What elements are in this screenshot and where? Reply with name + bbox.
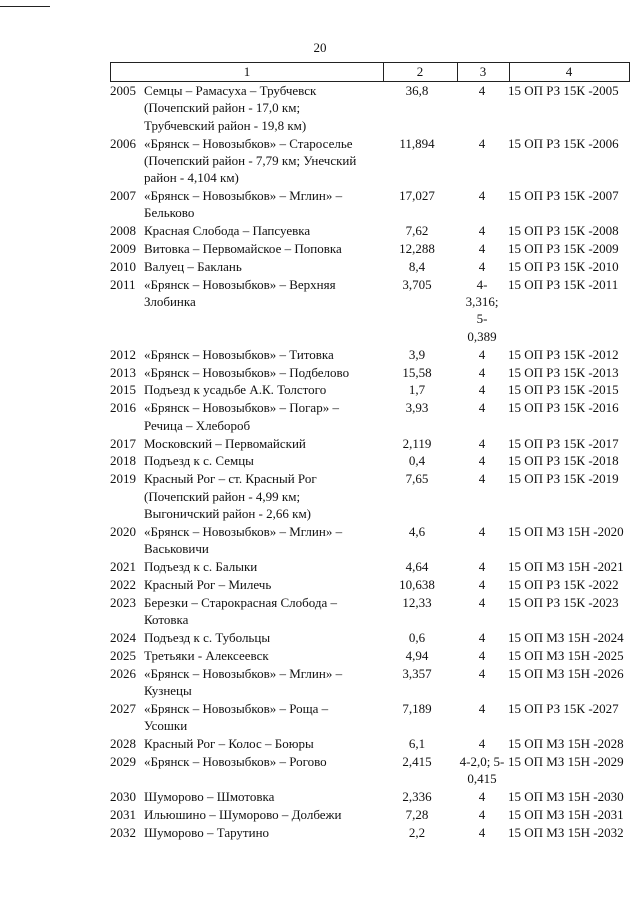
table-row (110, 276, 628, 346)
road-category-line: 4 (478, 241, 486, 257)
road-category (456, 594, 508, 611)
road-name-line: «Брянск – Новозыбков» – Роща – (144, 700, 329, 716)
road-name-line: Красная Слобода – Папсуевка (144, 223, 311, 239)
table-row (110, 364, 628, 382)
road-category (456, 381, 508, 398)
road-name (144, 629, 382, 646)
road-length: 7,65 (405, 471, 429, 487)
road-name-line: Трубчевский район - 19,8 км) (144, 117, 307, 133)
road-code: 15 ОП МЗ 15Н -2020 (508, 523, 624, 539)
road-length: 12,33 (402, 594, 432, 610)
road-category-line: 4 (478, 382, 486, 398)
road-length: 6,1 (408, 736, 426, 752)
road-category-line: 3,316; (465, 294, 499, 310)
table-row (110, 470, 628, 523)
road-length: 0,4 (408, 453, 426, 469)
road-code: 15 ОП МЗ 15Н -2031 (508, 807, 624, 823)
road-code: 15 ОП РЗ 15К -2005 (508, 83, 619, 98)
table-header (110, 62, 630, 82)
road-name (144, 576, 382, 593)
road-name (144, 647, 382, 664)
road-name (144, 806, 382, 823)
road-category-line: 4 (478, 558, 486, 574)
road-name-line: Третьяки - Алексеевск (144, 647, 269, 663)
road-number: 2022 (110, 576, 136, 592)
road-name (144, 735, 382, 752)
header-col-2: 2 (416, 64, 424, 79)
road-length: 15,58 (402, 364, 432, 380)
table-row (110, 240, 628, 258)
road-category (456, 735, 508, 752)
road-category (456, 647, 508, 664)
road-name-line: Шуморово – Тарутино (144, 824, 270, 840)
road-number: 2019 (110, 471, 136, 487)
road-name-line: Подъезд к с. Семцы (144, 453, 254, 469)
road-category (456, 364, 508, 381)
road-length: 1,7 (408, 382, 426, 398)
road-length: 4,6 (408, 523, 426, 539)
road-category (456, 576, 508, 593)
road-code: 15 ОП РЗ 15К -2011 (508, 276, 619, 292)
road-name-line: «Брянск – Новозыбков» – Рогово (144, 754, 327, 769)
table-row (110, 381, 628, 399)
table-row (110, 258, 628, 276)
road-code: 15 ОП РЗ 15К -2009 (508, 241, 619, 257)
table-row (110, 647, 628, 665)
road-number: 2012 (110, 346, 136, 362)
road-number: 2006 (110, 135, 136, 151)
table-row (110, 788, 628, 806)
road-name-line: Московский – Первомайский (144, 435, 306, 451)
road-name (144, 82, 382, 134)
road-name (144, 753, 382, 770)
road-category-line: 4 (478, 223, 486, 239)
road-number: 2029 (110, 754, 136, 769)
road-code: 15 ОП РЗ 15К -2007 (508, 188, 619, 203)
road-number: 2027 (110, 700, 136, 716)
road-name (144, 399, 382, 434)
road-length: 12,288 (399, 241, 435, 257)
road-name-line: Подъезд к с. Тубольцы (144, 629, 271, 645)
road-number: 2026 (110, 665, 136, 681)
road-name-line: Злобинка (144, 294, 196, 310)
road-name-line: Валуец – Баклань (144, 258, 242, 274)
road-category-line: 4 (478, 594, 486, 610)
road-name-line: Котовка (144, 612, 189, 628)
road-category (456, 806, 508, 823)
road-number: 2032 (110, 824, 136, 840)
road-length: 3,705 (402, 276, 432, 292)
road-code: 15 ОП РЗ 15К -2027 (508, 700, 619, 716)
road-category-line: 4 (478, 736, 486, 752)
top-rule (0, 6, 50, 7)
road-code: 15 ОП РЗ 15К -2023 (508, 594, 619, 610)
road-length: 4,64 (405, 558, 429, 574)
road-code: 15 ОП РЗ 15К -2010 (508, 258, 619, 274)
table-row (110, 594, 628, 629)
road-code: 15 ОП РЗ 15К -2013 (508, 364, 619, 380)
table-row (110, 558, 628, 576)
road-category (456, 240, 508, 257)
road-category (456, 435, 508, 452)
header-col-3: 3 (479, 64, 487, 79)
road-category (456, 187, 508, 204)
road-category-line: 4 (478, 576, 486, 592)
road-category-line: 4 (478, 629, 486, 645)
road-name-line: «Брянск – Новозыбков» – Погар» – (144, 400, 339, 416)
road-name-line: Березки – Старокрасная Слобода – (144, 594, 338, 610)
road-length: 4,94 (405, 647, 429, 663)
road-name (144, 135, 382, 187)
road-name-line: (Почепский район - 4,99 км; (144, 488, 301, 504)
road-code: 15 ОП РЗ 15К -2008 (508, 223, 619, 239)
road-name (144, 222, 382, 239)
road-code: 15 ОП МЗ 15Н -2030 (508, 789, 624, 805)
road-number: 2010 (110, 258, 136, 274)
table-row (110, 187, 628, 222)
road-name-line: (Почепский район - 7,79 км; Унечский (144, 152, 357, 168)
table-row (110, 82, 628, 135)
road-name (144, 700, 382, 735)
road-number: 2031 (110, 807, 136, 823)
road-category-line: 4 (478, 700, 486, 716)
road-name (144, 824, 382, 841)
road-number: 2009 (110, 241, 136, 257)
road-name-line: (Почепский район - 17,0 км; (144, 100, 301, 116)
road-category (456, 135, 508, 152)
road-category-line: 4 (478, 135, 486, 151)
road-category-line: 4 (478, 523, 486, 539)
road-name (144, 665, 382, 700)
road-category (456, 700, 508, 717)
table-row (110, 700, 628, 735)
road-name-line: Красный Рог – ст. Красный Рог (144, 471, 317, 487)
road-number: 2008 (110, 223, 136, 239)
table-row (110, 452, 628, 470)
road-code: 15 ОП МЗ 15Н -2021 (508, 558, 624, 574)
road-length: 7,189 (402, 700, 432, 716)
road-length: 2,336 (402, 789, 432, 805)
road-name-line: «Брянск – Новозыбков» – Мглин» – (144, 523, 343, 539)
road-category (456, 629, 508, 646)
road-name (144, 187, 382, 222)
table-row (110, 665, 628, 700)
table-row (110, 399, 628, 434)
road-name-line: «Брянск – Новозыбков» – Титовка (144, 346, 334, 362)
page-number: 20 (313, 40, 327, 55)
road-category (456, 452, 508, 469)
road-length: 36,8 (405, 83, 429, 98)
road-number: 2015 (110, 382, 136, 398)
road-number: 2007 (110, 188, 136, 203)
road-name-line: Подъезд к усадьбе А.К. Толстого (144, 382, 327, 398)
road-category (456, 470, 508, 487)
road-number: 2016 (110, 400, 136, 416)
road-name-line: «Брянск – Новозыбков» – Верхняя (144, 276, 336, 292)
road-name (144, 435, 382, 452)
road-name (144, 381, 382, 398)
road-name-line: Выгоничский район - 2,66 км) (144, 505, 312, 521)
table-row (110, 523, 628, 558)
road-category (456, 788, 508, 805)
road-category-line: 4 (478, 435, 486, 451)
road-name-line: Усошки (144, 718, 188, 734)
road-length: 7,62 (405, 223, 429, 239)
road-name-line: «Брянск – Новозыбков» – Староселье (144, 135, 353, 151)
road-category-line: 0,389 (467, 328, 497, 344)
road-category-line: 4 (478, 824, 486, 840)
road-name (144, 364, 382, 381)
road-name (144, 594, 382, 629)
road-category-line: 4 (478, 83, 486, 98)
table-body (110, 82, 628, 842)
road-category-line: 4 (478, 471, 486, 487)
road-length: 8,4 (408, 258, 426, 274)
road-category (456, 558, 508, 575)
road-number: 2021 (110, 558, 136, 574)
header-col-4: 4 (565, 64, 573, 79)
road-code: 15 ОП МЗ 15Н -2026 (508, 665, 624, 681)
road-name-line: «Брянск – Новозыбков» – Подбелово (144, 364, 350, 380)
table-row (110, 135, 628, 188)
table-row (110, 346, 628, 364)
road-category-line: 4 (478, 258, 486, 274)
road-category (456, 222, 508, 239)
road-code: 15 ОП РЗ 15К -2012 (508, 346, 619, 362)
road-category-line: 4 (478, 364, 486, 380)
road-length: 3,9 (408, 346, 426, 362)
road-category-line: 5- (476, 311, 488, 327)
header-col-1: 1 (243, 64, 251, 79)
road-name (144, 470, 382, 522)
road-category-line: 4-2,0; 5- (459, 754, 505, 769)
road-name (144, 788, 382, 805)
road-name-line: Васьковичи (144, 541, 209, 557)
road-category-line: 4 (478, 453, 486, 469)
road-name-line: «Брянск – Новозыбков» – Мглин» – (144, 665, 343, 681)
road-length: 2,2 (408, 824, 426, 840)
road-number: 2018 (110, 453, 136, 469)
road-category (456, 82, 508, 99)
road-length: 2,119 (402, 435, 432, 451)
road-category-line: 4 (478, 188, 486, 203)
road-name-line: Шуморово – Шмотовка (144, 789, 275, 805)
road-code: 15 ОП РЗ 15К -2022 (508, 576, 619, 592)
road-name (144, 276, 382, 311)
table-row (110, 629, 628, 647)
road-number: 2023 (110, 594, 136, 610)
road-category (456, 276, 508, 345)
road-number: 2017 (110, 435, 136, 451)
road-category (456, 258, 508, 275)
table-row (110, 824, 628, 842)
table-row (110, 735, 628, 753)
road-name-line: «Брянск – Новозыбков» – Мглин» – (144, 188, 343, 203)
road-number: 2028 (110, 736, 136, 752)
road-length: 17,027 (399, 188, 435, 203)
road-code: 15 ОП РЗ 15К -2015 (508, 382, 619, 398)
road-code: 15 ОП РЗ 15К -2006 (508, 135, 619, 151)
table-row (110, 753, 628, 788)
road-code: 15 ОП МЗ 15Н -2029 (508, 754, 624, 769)
road-length: 7,28 (405, 807, 429, 823)
road-length: 3,357 (402, 665, 432, 681)
road-name (144, 346, 382, 363)
road-name (144, 558, 382, 575)
road-name-line: район - 4,104 км) (144, 170, 239, 186)
road-code: 15 ОП МЗ 15Н -2028 (508, 736, 624, 752)
road-number: 2020 (110, 523, 136, 539)
road-name-line: Подъезд к с. Балыки (144, 558, 258, 574)
road-code: 15 ОП МЗ 15Н -2024 (508, 629, 624, 645)
road-category-line: 4 (478, 647, 486, 663)
road-code: 15 ОП РЗ 15К -2018 (508, 453, 619, 469)
road-category-line: 4 (478, 807, 486, 823)
road-category-line: 4 (478, 665, 486, 681)
road-name (144, 523, 382, 558)
road-category-line: 4 (478, 400, 486, 416)
road-category (456, 346, 508, 363)
road-number: 2005 (110, 83, 136, 98)
road-name-line: Бельково (144, 205, 195, 221)
road-name (144, 258, 382, 275)
road-name-line: Речица – Хлебороб (144, 417, 251, 433)
road-code: 15 ОП МЗ 15Н -2032 (508, 824, 624, 840)
road-category (456, 753, 508, 788)
road-number: 2025 (110, 647, 136, 663)
road-name-line: Витовка – Первомайское – Поповка (144, 241, 342, 257)
road-code: 15 ОП РЗ 15К -2017 (508, 435, 619, 451)
road-length: 3,93 (405, 400, 429, 416)
road-name-line: Красный Рог – Милечь (144, 576, 272, 592)
road-category (456, 824, 508, 841)
road-category (456, 399, 508, 416)
road-category-line: 4 (478, 346, 486, 362)
road-code: 15 ОП РЗ 15К -2019 (508, 471, 619, 487)
road-number: 2030 (110, 789, 136, 805)
table-row (110, 435, 628, 453)
road-name-line: Красный Рог – Колос – Боюры (144, 736, 314, 752)
road-number: 2024 (110, 629, 136, 645)
road-category-line: 4- (476, 276, 488, 292)
road-name-line: Семцы – Рамасуха – Трубчевск (144, 83, 317, 98)
road-number: 2013 (110, 364, 136, 380)
road-name-line: Ильюшино – Шуморово – Долбежи (144, 807, 342, 823)
table-row (110, 576, 628, 594)
road-category-line: 0,415 (467, 771, 497, 787)
table-row (110, 806, 628, 824)
road-length: 10,638 (399, 576, 435, 592)
road-name (144, 240, 382, 257)
road-code: 15 ОП МЗ 15Н -2025 (508, 647, 624, 663)
road-category (456, 665, 508, 682)
road-length: 2,415 (402, 754, 432, 769)
road-name (144, 452, 382, 469)
road-length: 0,6 (408, 629, 426, 645)
road-category (456, 523, 508, 540)
road-number: 2011 (110, 276, 136, 292)
road-category-line: 4 (478, 789, 486, 805)
road-code: 15 ОП РЗ 15К -2016 (508, 400, 619, 416)
road-name-line: Кузнецы (144, 683, 192, 699)
table-row (110, 222, 628, 240)
road-length: 11,894 (399, 135, 435, 151)
